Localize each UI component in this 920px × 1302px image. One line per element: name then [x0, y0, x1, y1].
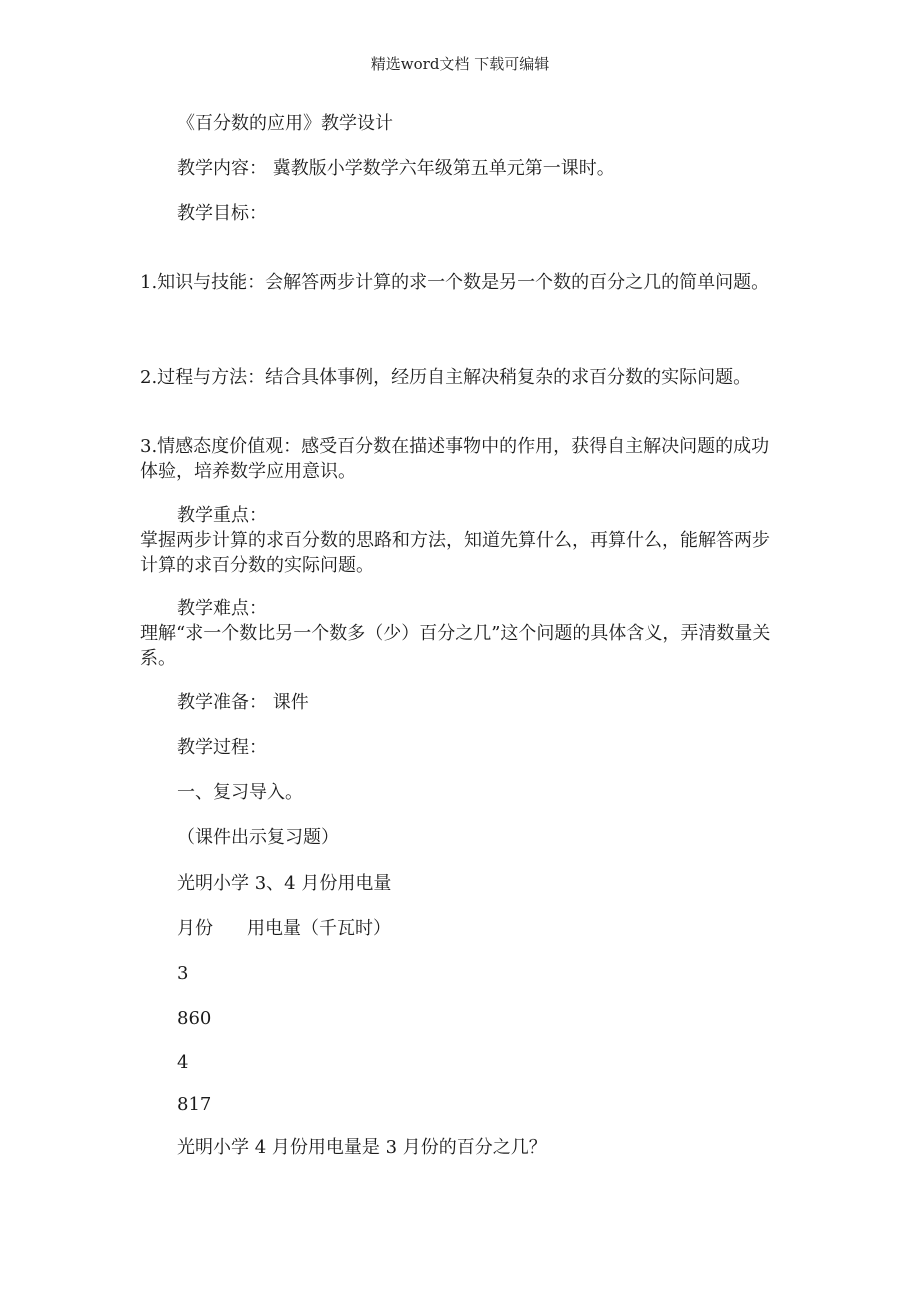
table-header-row — [177, 918, 391, 940]
document-title: 《百分数的应用》教学设计 — [177, 113, 393, 134]
page-header: 精选word文档 下载可编辑 — [370, 55, 550, 73]
difficulty-text: 理解“求一个数比另一个数多（少）百分之几”这个问题的具体含义，弄清数量关系。 — [140, 623, 771, 669]
table-cell-month: 4 — [177, 1052, 189, 1073]
table-cell-usage: 817 — [177, 1094, 212, 1115]
table-cell-month: 3 — [177, 963, 189, 984]
question-text: 光明小学 4 月份用电量是 3 月份的百分之几？ — [177, 1137, 547, 1158]
table-header-month: 月份 — [177, 918, 213, 939]
difficulty-label: 教学难点： — [177, 598, 267, 619]
table-cell-usage: 860 — [177, 1008, 212, 1029]
table-title: 光明小学 3、4 月份用电量 — [177, 873, 392, 894]
goal-3: 3.情感态度价值观：感受百分数在描述事物中的作用，获得自主解决问题的成功体验，培养数学应用意识。 — [140, 436, 770, 482]
courseware-note: （课件出示复习题） — [177, 827, 339, 848]
goals-label: 教学目标： — [177, 203, 267, 224]
goal-2: 2.过程与方法：结合具体事例，经历自主解决稍复杂的求百分数的实际问题。 — [140, 367, 752, 388]
goal-1: 1.知识与技能：会解答两步计算的求一个数是另一个数的百分之几的简单问题。 — [140, 272, 770, 293]
process-label: 教学过程： — [177, 737, 267, 758]
key-point-label: 教学重点： — [177, 505, 267, 526]
teaching-content: 教学内容： 冀教版小学数学六年级第五单元第一课时。 — [177, 158, 615, 179]
section-heading: 一、复习导入。 — [177, 782, 303, 803]
key-point-text: 掌握两步计算的求百分数的思路和方法，知道先算什么，再算什么，能解答两步计算的求百分数的实际问题。 — [140, 530, 770, 576]
table-header-usage: 用电量（千瓦时） — [247, 918, 391, 939]
preparation: 教学准备： 课件 — [177, 692, 309, 713]
